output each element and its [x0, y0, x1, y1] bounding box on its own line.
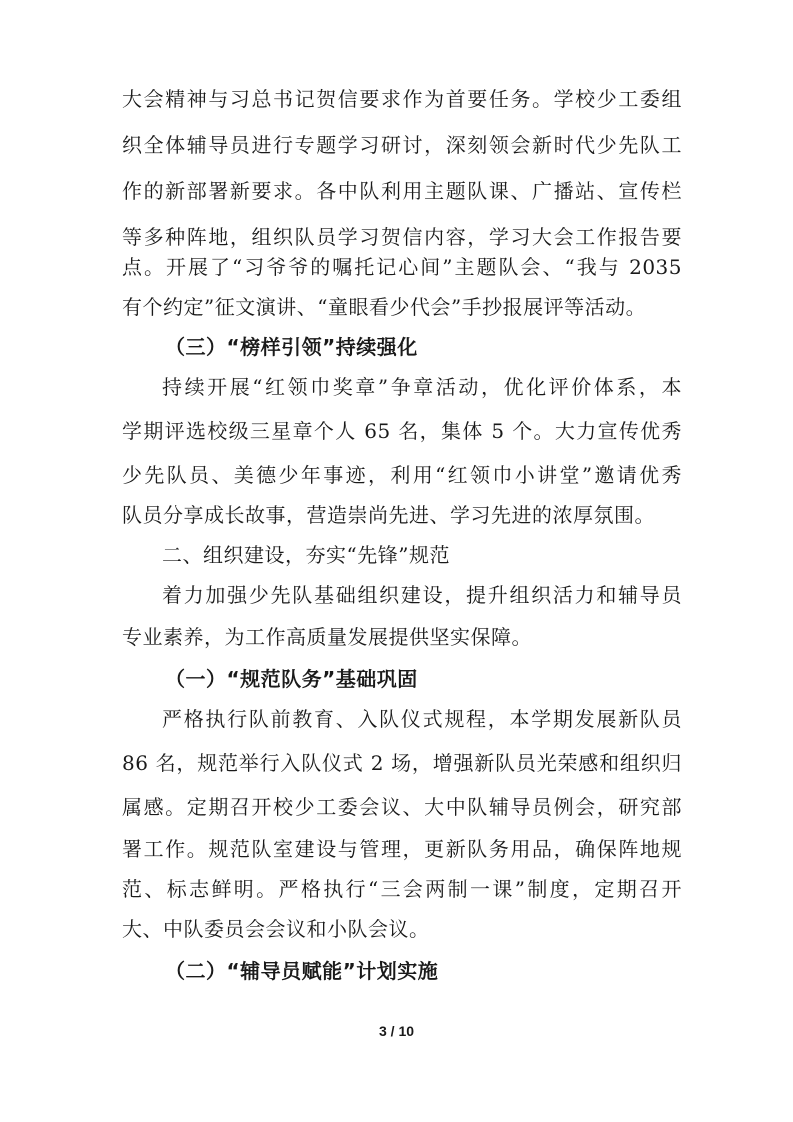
paragraph-line: 学期评选校级三星章个人 65 名，集体 5 个。大力宣传优秀	[122, 419, 682, 443]
paragraph-line: 队员分享成长故事，营造崇尚先进、学习先进的浓厚氛围。	[122, 503, 655, 527]
section-heading: 二、组织建设，夯实“先锋”规范	[162, 543, 450, 567]
paragraph-line: 持续开展“红领巾奖章”争章活动，优化评价体系，本	[162, 375, 682, 399]
paragraph-line: 织全体辅导员进行专题学习研讨，深刻领会新时代少先队工	[122, 133, 682, 157]
paragraph-line: 严格执行队前教育、入队仪式规程，本学期发展新队员	[162, 707, 682, 731]
paragraph-line: 等多种阵地，组织队员学习贺信内容，学习大会工作报告要	[122, 225, 682, 249]
paragraph-line: 大会精神与习总书记贺信要求作为首要任务。学校少工委组	[122, 87, 682, 111]
paragraph-line: 点。开展了“习爷爷的嘱托记心间”主题队会、“我与 2035	[122, 255, 682, 279]
paragraph-line: 有个约定”征文演讲、“童眼看少代会”手抄报展评等活动。	[122, 295, 647, 319]
paragraph-line: 署工作。规范队室建设与管理，更新队务用品，确保阵地规	[122, 837, 682, 861]
paragraph-line: 86 名，规范举行入队仪式 2 场，增强新队员光荣感和组织归	[122, 751, 682, 775]
paragraph-line: 着力加强少先队基础组织建设，提升组织活力和辅导员	[162, 583, 682, 607]
paragraph-line: 大、中队委员会会议和小队会议。	[122, 917, 430, 941]
paragraph-line: 作的新部署新要求。各中队利用主题队课、广播站、宣传栏	[122, 179, 682, 203]
subsection-heading: （三）“榜样引领”持续强化	[165, 335, 418, 359]
subsection-heading: （二）“辅导员赋能”计划实施	[165, 959, 439, 983]
paragraph-line: 范、标志鲜明。严格执行“三会两制一课”制度，定期召开	[122, 877, 682, 901]
page-number: 3 / 10	[378, 1023, 415, 1039]
paragraph-line: 少先队员、美德少年事迹，利用“红领巾小讲堂”邀请优秀	[122, 463, 682, 487]
subsection-heading: （一）“规范队务”基础巩固	[165, 667, 418, 691]
paragraph-line: 专业素养，为工作高质量发展提供坚实保障。	[122, 625, 532, 649]
paragraph-line: 属感。定期召开校少工委会议、大中队辅导员例会，研究部	[122, 795, 682, 819]
